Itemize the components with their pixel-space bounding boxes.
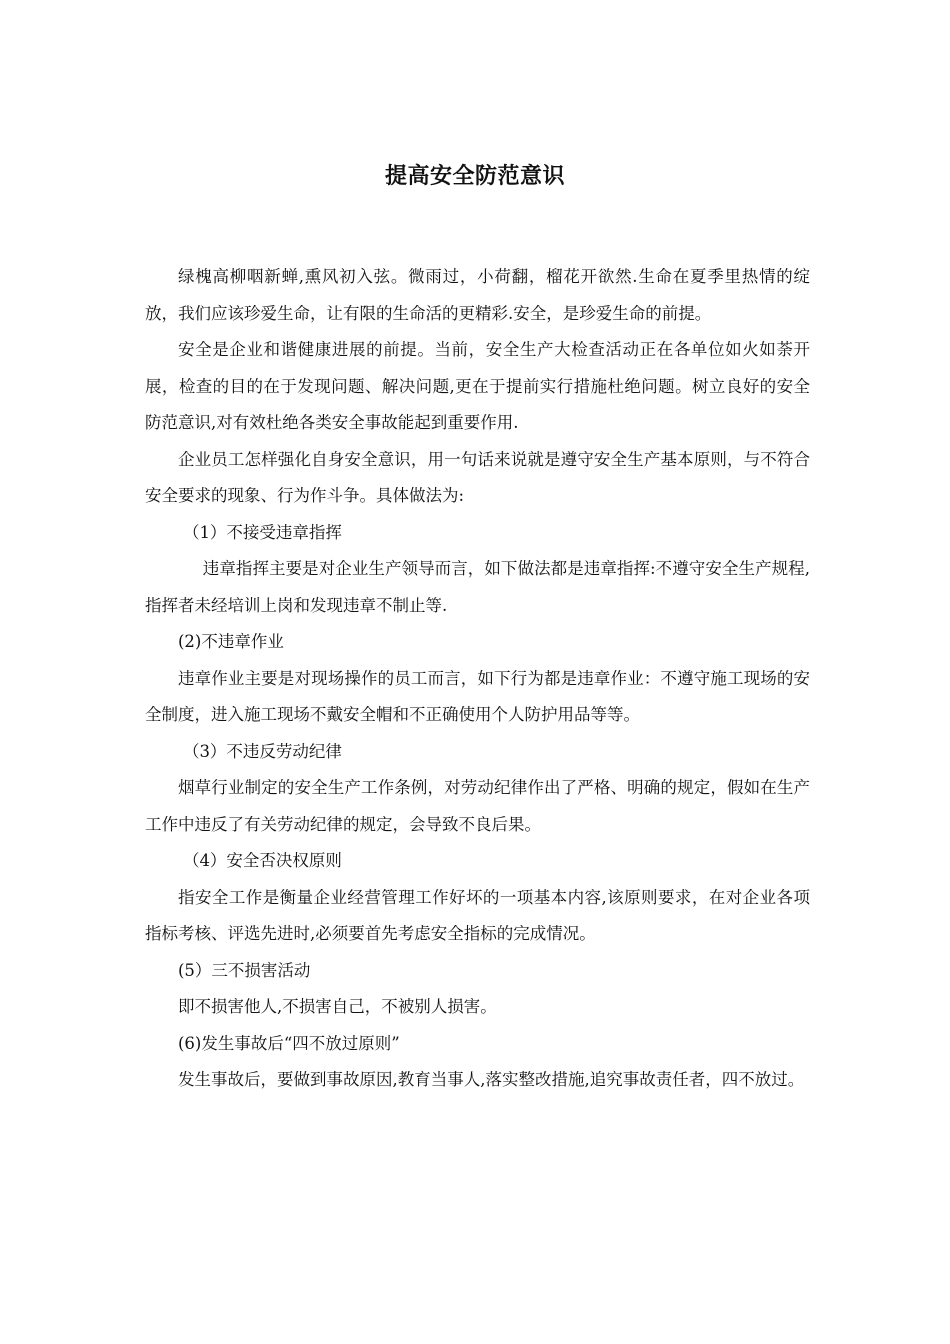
section-heading-6: (6)发生事故后“四不放过原则” — [178, 1033, 400, 1053]
section-heading-5: (5）三不损害活动 — [178, 960, 311, 980]
document-title: 提高安全防范意识 — [384, 164, 565, 189]
section-text-3: 烟草行业制定的安全生产工作条例，对劳动纪律作出了严格、明确的规定，假如在生产工作中违反了有关劳动纪律的规定，会导致不良后果。 — [145, 778, 810, 834]
section-text-4: 指安全工作是衡量企业经营管理工作好坏的一项基本内容,该原则要求，在对企业各项指标考核、评选先进时,必须要首先考虑安全指标的完成情况。 — [145, 887, 810, 943]
section-text-1: 违章指挥主要是对企业生产领导而言，如下做法都是违章指挥:不遵守安全生产规程,指挥者未经培训上岗和发现违章不制止等. — [145, 559, 810, 615]
intro-paragraph-2: 安全是企业和谐健康进展的前提。当前，安全生产大检查活动正在各单位如火如荼开展，检查的目的在于发现问题、解决问题,更在于提前实行措施杜绝问题。树立良好的安全防范意识,对有效杜绝各类安全事故能起到重要作用. — [145, 340, 810, 432]
section-heading-3: （3）不违反劳动纪律 — [182, 741, 342, 761]
intro-paragraph-1: 绿槐高柳咽新蝉,熏风初入弦。微雨过，小荷翻，榴花开欲然.生命在夏季里热情的绽放，我们应该珍爱生命，让有限的生命活的更精彩.安全，是珍爱生命的前提。 — [145, 267, 810, 323]
section-heading-1: （1）不接受违章指挥 — [182, 522, 342, 542]
section-heading-2: (2)不违章作业 — [178, 632, 284, 651]
document-body — [145, 259, 810, 1099]
section-text-2: 违章作业主要是对现场操作的员工而言，如下行为都是违章作业：不遵守施工现场的安全制度，进入施工现场不戴安全帽和不正确使用个人防护用品等等。 — [145, 668, 810, 724]
section-heading-4: （4）安全否决权原则 — [182, 851, 342, 870]
section-text-6: 发生事故后，要做到事故原因,教育当事人,落实整改措施,追究事故责任者，四不放过。 — [178, 1070, 805, 1089]
section-text-5: 即不损害他人,不损害自己，不被别人损害。 — [178, 997, 497, 1016]
intro-paragraph-3: 企业员工怎样强化自身安全意识，用一句话来说就是遵守安全生产基本原则，与不符合安全要求的现象、行为作斗争。具体做法为: — [145, 449, 810, 505]
